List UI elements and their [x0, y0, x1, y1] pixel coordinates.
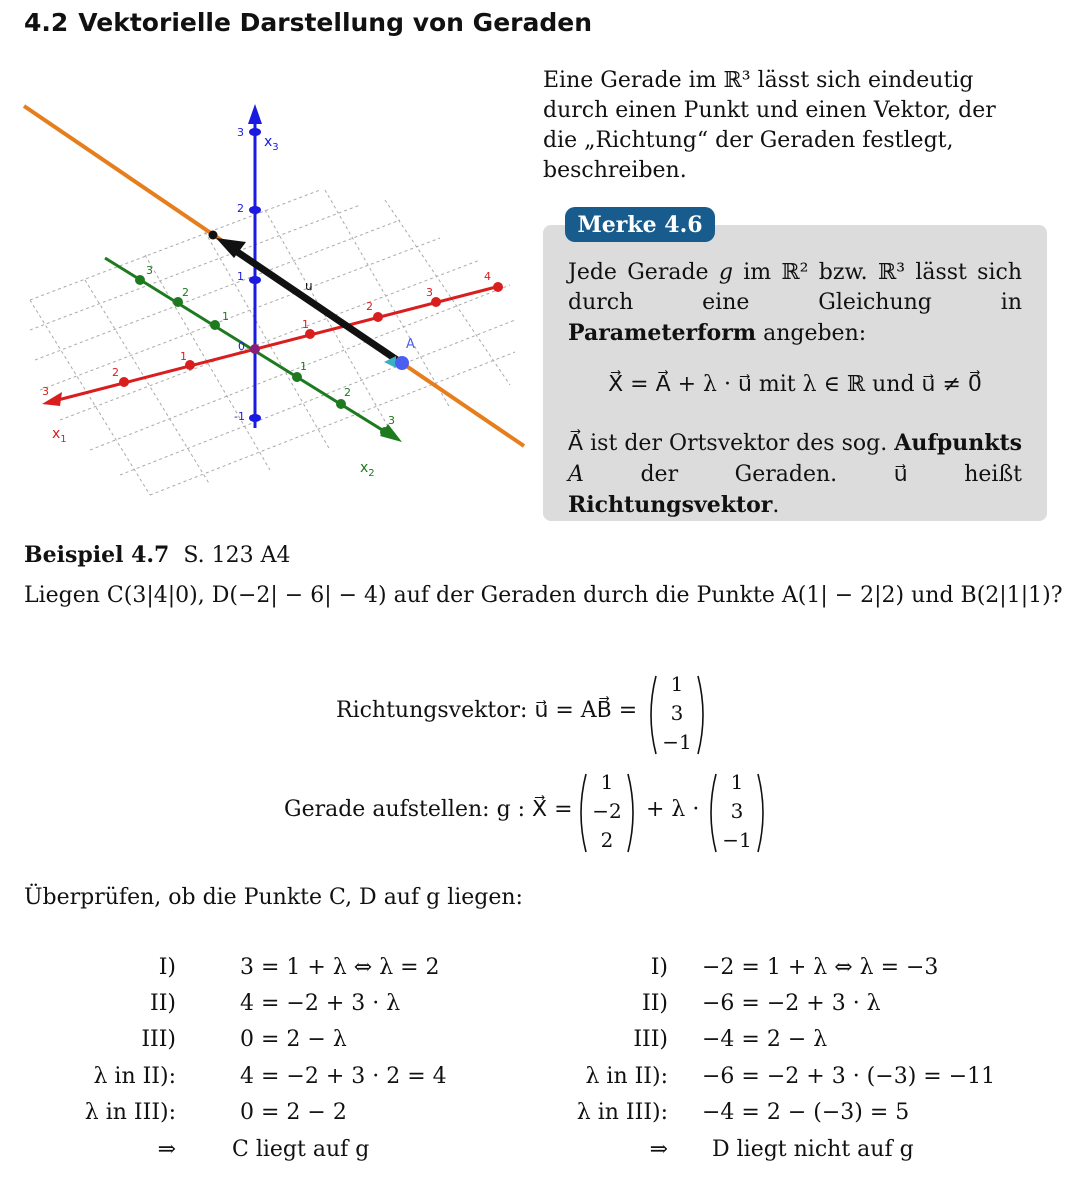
- vector-entry: 1: [600, 770, 614, 794]
- vector-entry: 3: [670, 701, 684, 725]
- row-value: −6 = −2 + 3 · λ: [702, 991, 881, 1016]
- x3-tick-0: 0: [238, 340, 245, 353]
- row-value: 4 = −2 + 3 · λ: [240, 991, 401, 1016]
- merke-text-part: im ℝ² bzw. ℝ³ lässt sich durch eine Gleichung in: [568, 260, 1022, 315]
- section-title: [24, 8, 592, 37]
- merke-text-part: .: [772, 493, 780, 518]
- x3-tick-2: 2: [237, 202, 244, 215]
- gerade-plus-lambda: + λ ·: [646, 797, 700, 822]
- vector-entry: −1: [722, 828, 752, 852]
- x1-axis: [42, 270, 503, 445]
- x2-label: $x_2$: [360, 460, 375, 479]
- gerade-label: Gerade aufstellen:: [284, 797, 497, 822]
- merke-text-A: A: [568, 462, 584, 487]
- row-label: ⇒: [157, 1137, 176, 1162]
- row-label: λ in III):: [84, 1100, 176, 1125]
- x1-tick-m3: 3: [426, 286, 433, 299]
- x2-tick-3: 3: [388, 414, 395, 427]
- row-value: −4 = 2 − λ: [702, 1027, 828, 1052]
- x1-tick-m1: 1: [302, 318, 309, 331]
- x3-label: $x_3$: [264, 134, 279, 153]
- row-label: λ in II):: [585, 1064, 668, 1089]
- gerade-expression: g : X⃗ =: [496, 797, 573, 822]
- row-value: C liegt auf g: [232, 1137, 370, 1162]
- row-label: I): [650, 955, 668, 980]
- row-value: 0 = 2 − 2: [240, 1100, 347, 1125]
- richtung-expression: u⃗ = AB⃗ =: [534, 698, 638, 723]
- richtung-label: Richtungsvektor:: [336, 698, 535, 723]
- vector-entry: −2: [592, 799, 622, 823]
- example-heading: [24, 542, 291, 568]
- x1-tick-m4: 4: [484, 270, 491, 283]
- merke-text-g: g: [718, 260, 733, 285]
- row-label: ⇒: [649, 1137, 668, 1162]
- merke-formula: X⃗ = A⃗ + λ · u⃗ mit λ ∈ ℝ und u⃗ ≠ 0⃗: [608, 372, 982, 397]
- check-statement: Überprüfen, ob die Punkte C, D auf g liegen:: [24, 885, 523, 910]
- row-value: −4 = 2 − (−3) = 5: [702, 1100, 910, 1125]
- row-label: II): [150, 991, 176, 1016]
- row-label: II): [642, 991, 668, 1016]
- merke-term-richtungsvektor: Richtungsvektor: [568, 492, 773, 518]
- x3-tick-m1: -1: [234, 410, 245, 423]
- gerade-vector-1-entries: [577, 768, 637, 855]
- row-value: 4 = −2 + 3 · 2 = 4: [240, 1064, 447, 1089]
- gerade-vector-2-entries: [707, 768, 767, 855]
- x1-label: $x_1$: [52, 426, 67, 445]
- row-label: III): [633, 1027, 668, 1052]
- x2-tick-2: 2: [344, 386, 351, 399]
- origin: [250, 344, 260, 354]
- vector-label: u: [305, 279, 313, 293]
- merke-text-part: A⃗ ist der Ortsvektor des sog.: [568, 431, 895, 456]
- richtung-vector-entries: [647, 670, 707, 757]
- merke-text-part: angeben:: [756, 321, 867, 346]
- row-value: 3 = 1 + λ ⇔ λ = 2: [240, 955, 440, 980]
- row-value: 0 = 2 − λ: [240, 1027, 347, 1052]
- intro-text: Eine Gerade im ℝ³ lässt sich eindeutig durch einen Punkt und einen Vektor, der die „Richtung“ der Geraden festlegt, beschreiben.: [543, 68, 996, 183]
- line-3d-graph: [0, 90, 530, 510]
- row-value: D liegt nicht auf g: [712, 1137, 914, 1162]
- x1-tick-3: 3: [42, 385, 49, 398]
- vector-entry: −1: [662, 730, 692, 754]
- row-label: III): [141, 1027, 176, 1052]
- row-value: −2 = 1 + λ ⇔ λ = −3: [702, 955, 939, 980]
- vector-entry: 3: [730, 799, 744, 823]
- row-label: λ in III):: [576, 1100, 668, 1125]
- row-label: I): [158, 955, 176, 980]
- merke-text-part: der Geraden. u⃗ heißt: [583, 462, 1022, 487]
- richtungsvektor-equation: [336, 698, 637, 723]
- row-value: −6 = −2 + 3 · (−3) = −11: [702, 1064, 996, 1089]
- x2-tick-1: 1: [300, 360, 307, 373]
- vector-entry: 1: [670, 672, 684, 696]
- point-label: A: [406, 337, 415, 352]
- x2-tick-m3: 3: [146, 264, 153, 277]
- merke-text: [568, 258, 1022, 349]
- vector-entry: 2: [600, 828, 614, 852]
- grid: [30, 190, 515, 495]
- merke-text-part: Jede Gerade: [568, 260, 719, 285]
- vector-entry: 1: [730, 770, 744, 794]
- merke-text-2: [568, 428, 1022, 521]
- gerade-equation: [284, 797, 573, 822]
- section-number: 4.2: [24, 8, 69, 37]
- merke-term-aufpunkt: Aufpunkts: [894, 430, 1022, 456]
- x1-tick-2: 2: [112, 366, 119, 379]
- example-number: Beispiel 4.7: [24, 542, 170, 568]
- example-reference: S. 123 A4: [183, 543, 291, 568]
- x3-tick-3: 3: [237, 126, 244, 139]
- merke-badge: Merke 4.6: [565, 207, 715, 242]
- x1-tick-m2: 2: [366, 300, 373, 313]
- merke-term-parameterform: Parameterform: [568, 320, 757, 346]
- x1-tick-1: 1: [180, 350, 187, 363]
- example-question: Liegen C(3|4|0), D(−2| − 6| − 4) auf der Geraden durch die Punkte A(1| − 2|2) und B(2|1|1)?: [24, 583, 1063, 608]
- section-heading: Vektorielle Darstellung von Geraden: [78, 8, 593, 37]
- row-label: λ in II):: [93, 1064, 176, 1089]
- x2-tick-m2: 2: [182, 286, 189, 299]
- x3-tick-1: 1: [237, 270, 244, 283]
- x2-tick-m1: 1: [222, 310, 229, 323]
